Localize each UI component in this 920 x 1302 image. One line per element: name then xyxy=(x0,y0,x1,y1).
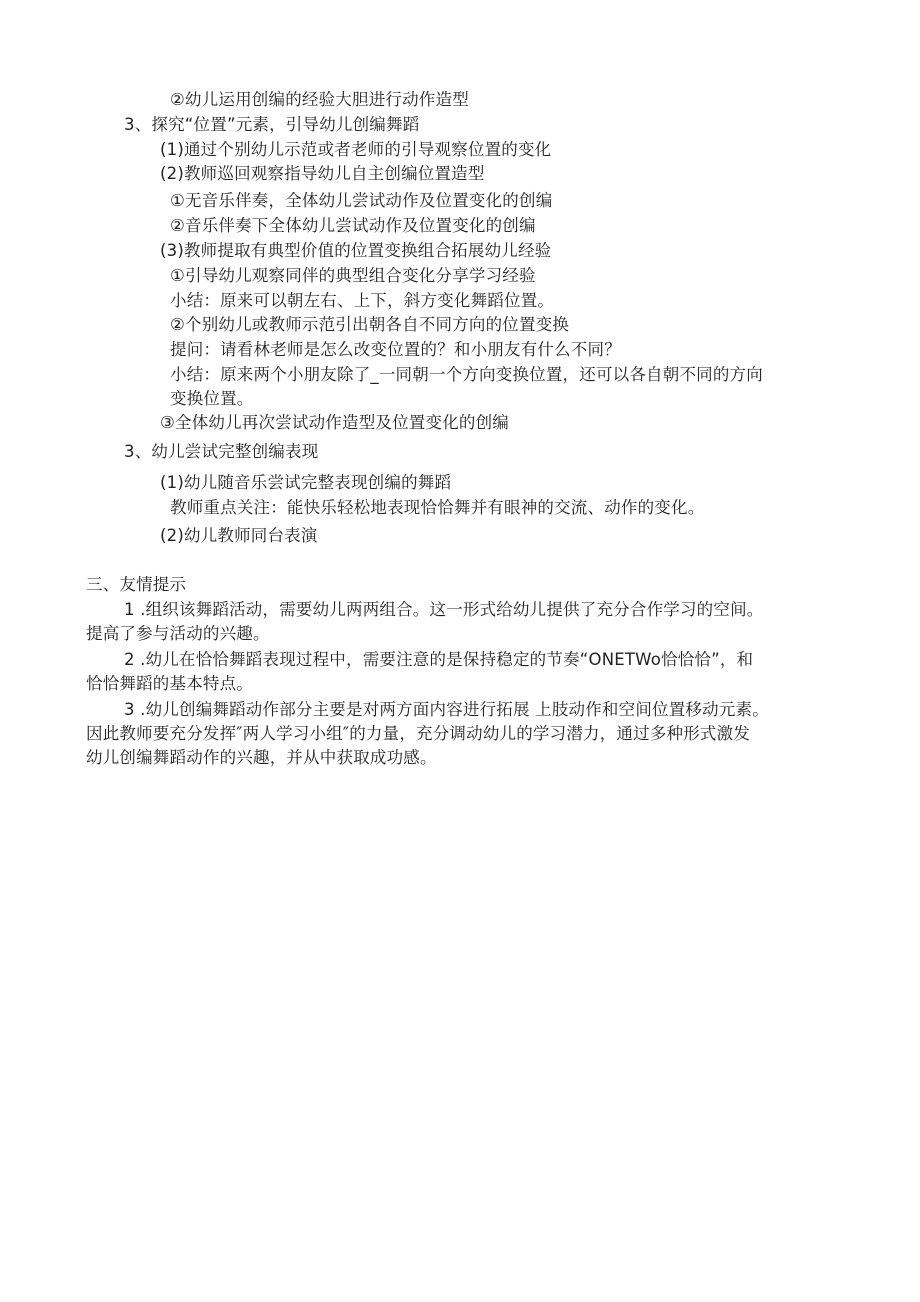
text-line: 小结：原来可以朝左右、上下，斜方变化舞蹈位置。 xyxy=(170,291,555,310)
paragraph-line: 恰恰舞蹈的基本特点。 xyxy=(86,674,253,693)
text-line: (3)教师提取有典型价值的位置变换组合拓展幼儿经验 xyxy=(160,241,552,260)
text-line: 教师重点关注：能快乐轻松地表现恰恰舞并有眼神的交流、动作的变化。 xyxy=(170,498,705,517)
section-heading: 三、友情提示 xyxy=(86,575,187,594)
text-line: (1)通过个别幼儿示范或者老师的引导观察位置的变化 xyxy=(160,140,552,159)
text-line: (2)幼儿教师同台表演 xyxy=(160,526,318,545)
text-line: ①无音乐伴奏，全体幼儿尝试动作及位置变化的创编 xyxy=(170,191,553,210)
paragraph-line: 提高了参与活动的兴趣。 xyxy=(86,624,270,643)
paragraph-line: 2 .幼儿在恰恰舞蹈表现过程中，需要注意的是保持稳定的节奏“ONETWo恰恰恰”，和 xyxy=(124,650,754,669)
text-line: ②音乐伴奏下全体幼儿尝试动作及位置变化的创编 xyxy=(170,216,536,235)
section-heading: 3、探究“位置”元素，引导幼儿创编舞蹈 xyxy=(124,115,420,134)
section-heading: 3、幼儿尝试完整创编表现 xyxy=(124,442,319,461)
text-line: ②个别幼儿或教师示范引出朝各自不同方向的位置变换 xyxy=(170,315,570,334)
text-line: 提问：请看林老师是怎么改变位置的？和小朋友有什么不同？ xyxy=(170,340,621,359)
text-line: ②幼儿运用创编的经验大胆进行动作造型 xyxy=(170,90,469,109)
text-line: ①引导幼儿观察同伴的典型组合变化分享学习经验 xyxy=(170,266,536,285)
paragraph-line: 因此教师要充分发挥″两人学习小组″的力量，充分调动幼儿的学习潜力，通过多种形式激发 xyxy=(86,724,751,743)
paragraph-line: 幼儿创编舞蹈动作的兴趣，并从中获取成功感。 xyxy=(86,748,437,767)
text-line: 小结：原来两个小朋友除了_一同朝一个方向变换位置，还可以各自朝不同的方向 xyxy=(170,365,763,384)
text-line: ③全体幼儿再次尝试动作造型及位置变化的创编 xyxy=(160,413,509,432)
text-line: (2)教师巡回观察指导幼儿自主创编位置造型 xyxy=(160,164,485,183)
text-line: 变换位置。 xyxy=(170,389,254,408)
paragraph-line: 1 .组织该舞蹈活动，需要幼儿两两组合。这一形式给幼儿提供了充分合作学习的空间。 xyxy=(124,600,764,619)
paragraph-line: 3 .幼儿创编舞蹈动作部分主要是对两方面内容进行拓展 上肢动作和空间位置移动元素。 xyxy=(124,700,769,719)
text-line: (1)幼儿随音乐尝试完整表现创编的舞蹈 xyxy=(160,473,452,492)
